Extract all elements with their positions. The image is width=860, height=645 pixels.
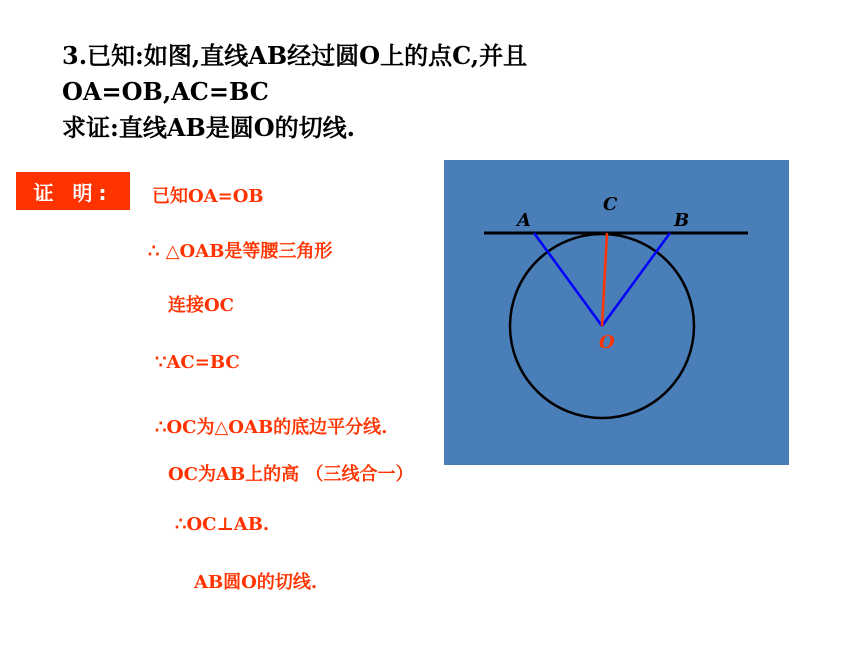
proof-step-2: ∴ △OAB是等腰三角形 [148,241,333,262]
proof-step-5: ∴OC为△OAB的底边平分线. [155,417,388,438]
point-o-label: O [599,332,615,353]
figure-canvas [444,160,789,465]
proof-step-8: AB圆O的切线. [194,572,318,593]
problem-line-2: OA=OB,AC=BC [62,77,269,106]
problem-line-1: 3.已知:如图,直线AB经过圆O上的点C,并且 [62,41,528,70]
proof-step-3: 连接OC [168,295,235,316]
proof-badge: 证 明: [16,172,130,210]
point-b-label: B [674,210,690,231]
proof-step-1: 已知OA=OB [152,186,264,207]
geometry-figure [444,160,789,465]
problem-statement [62,38,527,146]
segment-ob [602,233,670,326]
proof-step-7: ∴OC⊥AB. [175,514,270,535]
point-a-label: A [517,210,531,231]
proof-step-4: ∵AC=BC [155,352,240,373]
point-c-label: C [603,194,618,215]
segment-oa [534,233,602,326]
problem-line-3: 求证:直线AB是圆O的切线. [62,113,356,142]
proof-step-6: OC为AB上的高 （三线合一） [168,464,414,485]
segment-oc [602,233,607,326]
